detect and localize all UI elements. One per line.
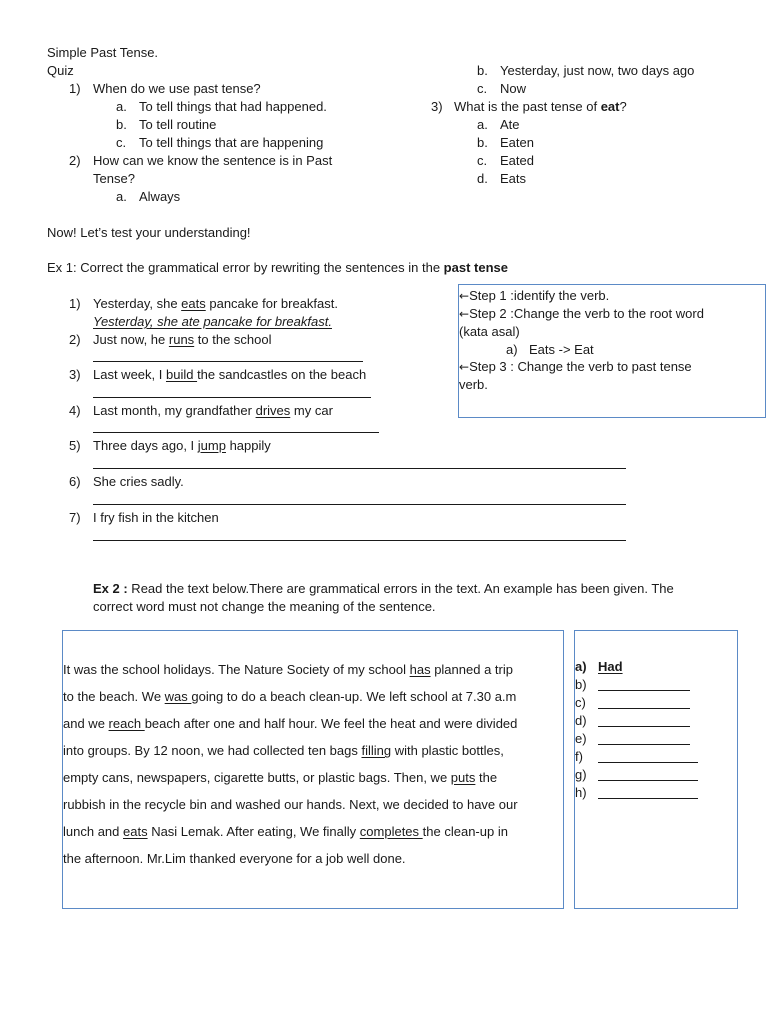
step-2-continued: (kata asal) (459, 324, 520, 339)
ex1-item-sentence: Last month, my grandfather drives my car (93, 403, 333, 418)
answer-blank[interactable] (598, 690, 690, 691)
ex2-instruction-line1: Ex 2 : Read the text below.There are grammatical errors in the text. An example has been given. The (93, 581, 674, 596)
q3-option-text: Ate (500, 117, 520, 132)
q3-option-letter: d. (477, 171, 488, 186)
ex1-item-number: 5) (69, 438, 81, 453)
passage-line: lunch and eats Nasi Lemak. After eating, We finally completes the clean-up in (63, 824, 508, 839)
passage-line: rubbish in the recycle bin and washed our hands. Next, we decided to have our (63, 797, 518, 812)
step-example-letter: a) (506, 342, 518, 357)
quiz-label: Quiz (47, 63, 74, 78)
ex1-item-number: 6) (69, 474, 81, 489)
answer-line[interactable] (93, 504, 626, 505)
answer-letter: h) (575, 785, 587, 800)
passage-line: into groups. By 12 noon, we had collected ten bags filling with plastic bottles, (63, 743, 504, 758)
left-arrow-icon: ← (459, 307, 470, 321)
q2-text-line1: How can we know the sentence is in Past (93, 153, 333, 168)
q3-option-letter: a. (477, 117, 488, 132)
ex1-item-number: 3) (69, 367, 81, 382)
q1-option-letter: b. (116, 117, 127, 132)
error-word: eats (123, 824, 148, 839)
answer-example-letter: a) (575, 659, 587, 674)
answer-blank[interactable] (598, 798, 698, 799)
step-3-continued: verb. (459, 377, 488, 392)
q3-option-text: Eated (500, 153, 534, 168)
passage-line: It was the school holidays. The Nature Society of my school has planned a trip (63, 662, 513, 677)
ex1-item-number: 7) (69, 510, 81, 525)
ex1-item-sentence: I fry fish in the kitchen (93, 510, 219, 525)
q1-option-letter: c. (116, 135, 127, 150)
q2-text-line2: Tense? (93, 171, 135, 186)
q1-option-letter: a. (116, 99, 127, 114)
ex1-example-answer: Yesterday, she ate pancake for breakfast. (93, 314, 332, 329)
ex1-item-sentence: Last week, I build the sandcastles on the beach (93, 367, 367, 382)
ex1-instruction: Ex 1: Correct the grammatical error by rewriting the sentences in the past tense (47, 260, 508, 275)
error-word: reach (108, 716, 145, 731)
error-word: was (164, 689, 192, 704)
q2-number: 2) (69, 153, 81, 168)
answer-letter: g) (575, 767, 587, 782)
error-word: completes (359, 824, 423, 839)
q3-option-text: Eats (500, 171, 527, 186)
passage-line: empty cans, newspapers, cigarette butts, or plastic bags. Then, we puts the (63, 770, 498, 785)
q2-option-letter: c. (477, 81, 488, 96)
intro-text: Now! Let’s test your understanding! (47, 225, 251, 240)
answer-blank[interactable] (598, 744, 690, 745)
passage-line: to the beach. We was going to do a beach clean-up. We left school at 7.30 a.m (63, 689, 517, 704)
error-word: puts (450, 770, 476, 785)
answer-line[interactable] (93, 540, 626, 541)
answer-letter: f) (575, 749, 583, 764)
q3-option-text: Eaten (500, 135, 534, 150)
answer-line[interactable] (93, 361, 363, 362)
answer-blank[interactable] (598, 726, 690, 727)
answer-letter: c) (575, 695, 586, 710)
answer-line[interactable] (93, 468, 626, 469)
answer-line[interactable] (93, 432, 379, 433)
q2-option-text: Yesterday, just now, two days ago (500, 63, 695, 78)
q2-option-text: Always (139, 189, 181, 204)
passage-text (63, 656, 563, 872)
page-title: Simple Past Tense. (47, 45, 159, 60)
answer-blank[interactable] (598, 762, 698, 763)
q1-text: When do we use past tense? (93, 81, 261, 96)
q1-option-text: To tell things that had happened. (139, 99, 327, 114)
ex1-item-sentence: She cries sadly. (93, 474, 184, 489)
answer-letter: e) (575, 731, 587, 746)
passage-line: and we reach beach after one and half hour. We feel the heat and were divided (63, 716, 518, 731)
step-2: ←Step 2 :Change the verb to the root word (459, 306, 704, 321)
left-arrow-icon: ← (459, 289, 470, 303)
ex2-instruction-line2: correct word must not change the meaning of the sentence. (93, 599, 436, 614)
error-word: filling (361, 743, 392, 758)
left-arrow-icon: ← (459, 360, 470, 374)
q3-option-letter: b. (477, 135, 488, 150)
step-1: ←Step 1 :identify the verb. (459, 288, 610, 303)
answer-letter: d) (575, 713, 587, 728)
answer-blank[interactable] (598, 780, 698, 781)
answer-example-word: Had (598, 659, 623, 674)
answer-blank[interactable] (598, 708, 690, 709)
answer-letter: b) (575, 677, 587, 692)
q2-option-text: Now (500, 81, 527, 96)
ex1-item-sentence: Just now, he runs to the school (93, 332, 272, 347)
q2-option-letter: a. (116, 189, 127, 204)
error-word: has (409, 662, 431, 677)
q3-number: 3) (431, 99, 443, 114)
ex1-item-number: 4) (69, 403, 81, 418)
ex1-item-number: 1) (69, 296, 81, 311)
q3-text: What is the past tense of eat? (454, 99, 627, 114)
ex1-item-number: 2) (69, 332, 81, 347)
q2-option-letter: b. (477, 63, 488, 78)
q1-option-text: To tell things that are happening (139, 135, 324, 150)
step-example-text: Eats -> Eat (529, 342, 594, 357)
q1-number: 1) (69, 81, 81, 96)
q1-option-text: To tell routine (139, 117, 217, 132)
q3-option-letter: c. (477, 153, 488, 168)
ex1-item-sentence: Yesterday, she eats pancake for breakfast. (93, 296, 338, 311)
answer-line[interactable] (93, 397, 371, 398)
passage-line: the afternoon. Mr.Lim thanked everyone for a job well done. (63, 851, 406, 866)
step-3: ←Step 3 : Change the verb to past tense (459, 359, 692, 374)
ex1-item-sentence: Three days ago, I jump happily (93, 438, 271, 453)
